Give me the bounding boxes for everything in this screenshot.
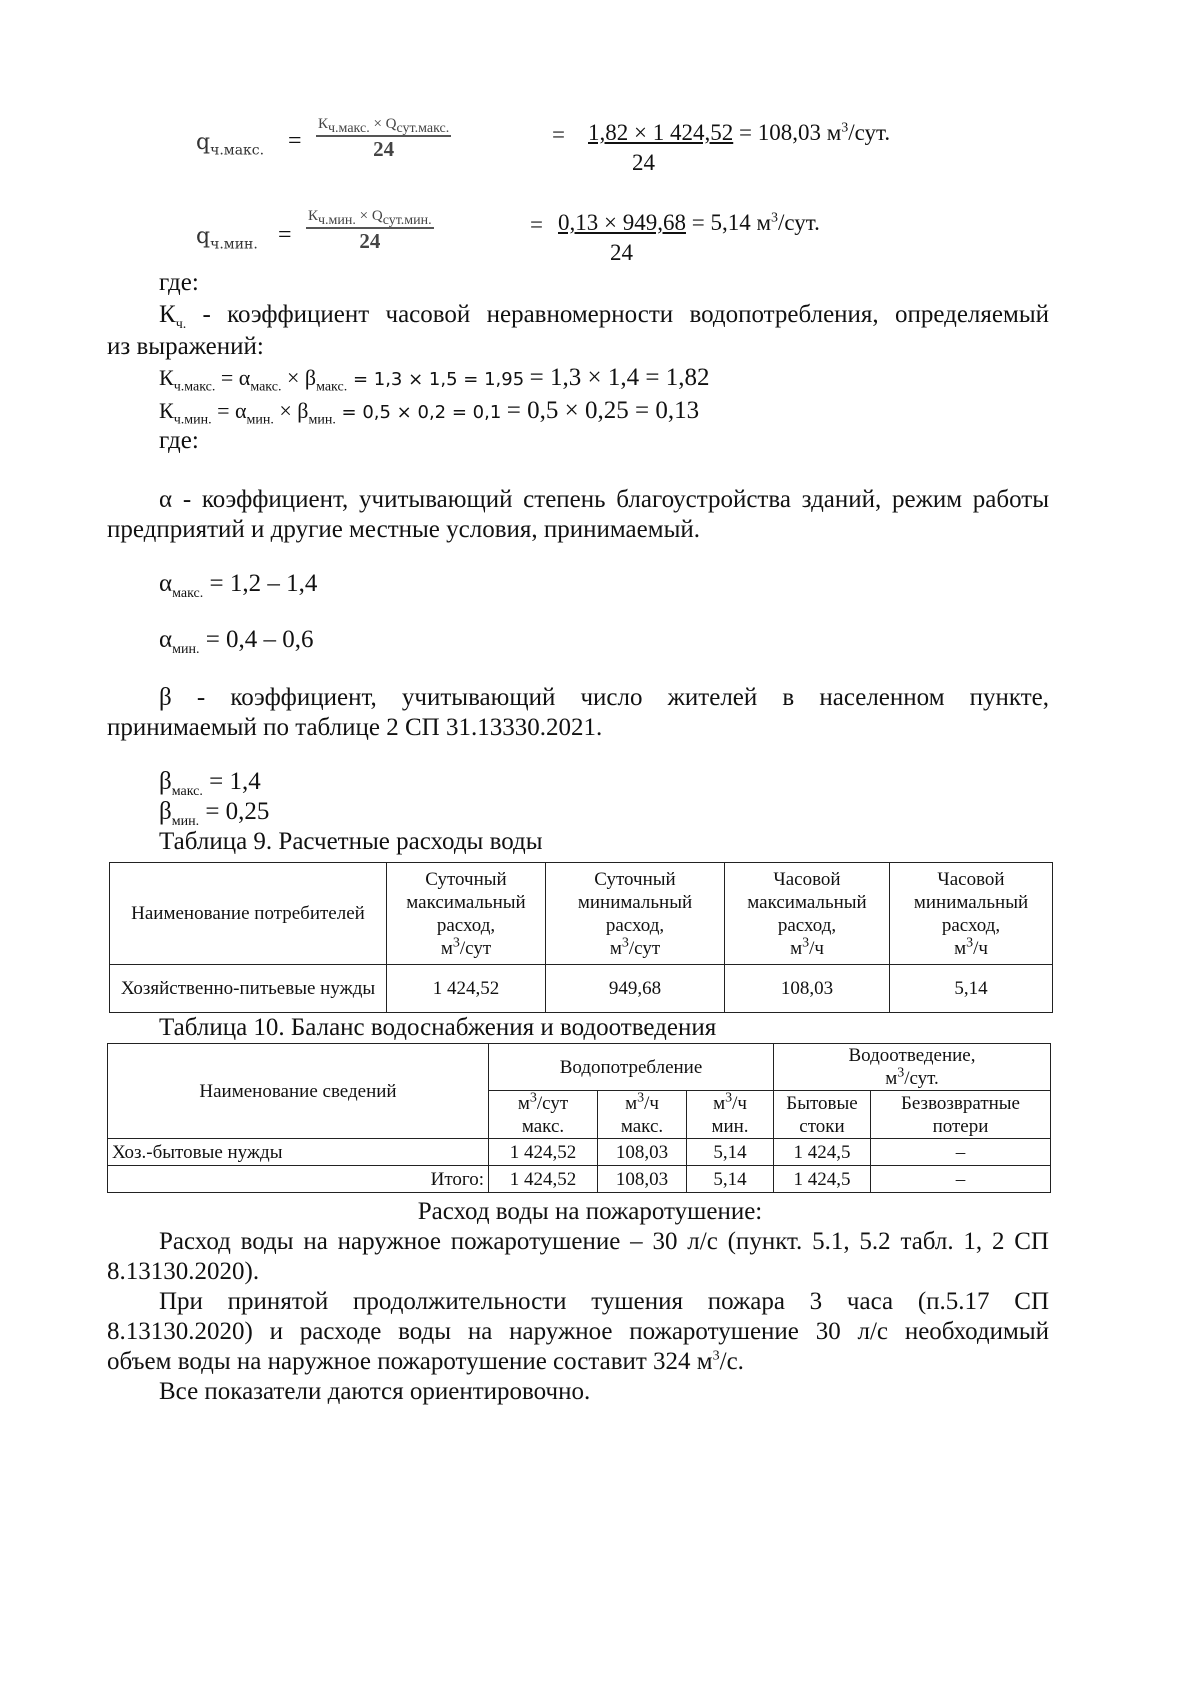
table10-sub-hourly-min: $м^3/ч$ мин. bbox=[687, 1091, 774, 1139]
table9-header-daily-max: Суточный максимальный расход, $м^3$/сут bbox=[387, 863, 546, 965]
table-cell: 108,03 bbox=[598, 1166, 687, 1193]
equals-sign: = bbox=[278, 222, 292, 248]
table10-sub-hourly-max: $м^3/ч$ макс. bbox=[598, 1091, 687, 1139]
table-cell: 108,03 bbox=[598, 1139, 687, 1166]
table10-sub-losses: Безвозвратные потери bbox=[871, 1091, 1051, 1139]
table-cell: Итого: bbox=[108, 1166, 489, 1193]
formula-q-min bbox=[196, 206, 956, 270]
table9-header-hourly-max: Часовой максимальный расход, $м^3/ч$ bbox=[725, 863, 890, 965]
k-max-expression: $К_{ч.макс.} = \alpha_{макс.} \times \beta_{макс.} = 1,3 \times 1,5 = 1,95 = 1,3 \times 1,4 = 1,82$ bbox=[159, 364, 710, 395]
formula-fraction: $К_{ч.мин.} \times Q_{сут.мин.}$ 24 bbox=[308, 208, 432, 253]
formula-q-max bbox=[196, 116, 956, 180]
table9-header-daily-min: Суточный минимальный расход, $м^3$/сут bbox=[546, 863, 725, 965]
table10-caption: Таблица 10. Баланс водоснабжения и водоотведения bbox=[159, 1014, 717, 1041]
table-cell: 949,68 bbox=[546, 965, 725, 1013]
fire-paragraph2-line1: При принятой продолжительности тушения пожара 3 часа (п.5.17 СП bbox=[159, 1288, 1049, 1315]
fire-paragraph2-line2: 8.13130.2020) и расходе воды на наружное пожаротушение 30 л/с необходимый bbox=[107, 1318, 1049, 1345]
formula-lhs: $q_{ч.макс.}$ bbox=[196, 130, 265, 159]
alpha-definition-line1: α - коэффициент, учитывающий степень благоустройства зданий, режим работы bbox=[159, 486, 1049, 513]
beta-definition-line1: β - коэффициент, учитывающий число жителей в населенном пункте, bbox=[159, 684, 1049, 711]
table9-header-name: Наименование потребителей bbox=[110, 863, 387, 965]
k-definition-line2: из выражений: bbox=[107, 333, 264, 360]
table10-sub-daily-max: $м^3$/сут макс. bbox=[489, 1091, 598, 1139]
where-label: где: bbox=[159, 427, 199, 454]
table-cell: 5,14 bbox=[890, 965, 1053, 1013]
table-cell: 1 424,52 bbox=[489, 1166, 598, 1193]
fire-paragraph2-line3: объем воды на наружное пожаротушение составит 324 $м^3/с$. bbox=[107, 1348, 744, 1375]
table-cell: – bbox=[871, 1166, 1051, 1193]
table-cell: 1 424,52 bbox=[387, 965, 546, 1013]
k-min-expression: $К_{ч.мин.} = \alpha_{мин.} \times \beta_{мин.} = 0,5 \times 0,2 = 0,1 = 0,5 \times 0,25 = 0,13$ bbox=[159, 397, 700, 428]
formula-lhs: $q_{ч.мин.}$ bbox=[196, 224, 258, 253]
table10-header-disposal: Водоотведение, $м^3$/сут. bbox=[774, 1044, 1051, 1091]
alpha-max: $\alpha_{макс.} = 1,2 - 1,4$ bbox=[159, 570, 318, 601]
table9 bbox=[109, 862, 1053, 1013]
fire-paragraph1-line2: 8.13130.2020). bbox=[107, 1258, 260, 1285]
formula-denominator: 24 bbox=[610, 240, 633, 265]
beta-definition-line2: принимаемый по таблице 2 СП 31.13330.2021. bbox=[107, 714, 603, 741]
beta-max: $\beta_{макс.} = 1,4$ bbox=[159, 768, 261, 799]
table10-header-name: Наименование сведений bbox=[108, 1044, 489, 1139]
table-row-total bbox=[108, 1166, 1051, 1193]
formula-denominator: 24 bbox=[632, 150, 655, 175]
fire-heading: Расход воды на пожаротушение: bbox=[417, 1198, 763, 1225]
where-label: где: bbox=[159, 269, 199, 296]
table9-header-hourly-min: Часовой минимальный расход, $м^3/ч$ bbox=[890, 863, 1053, 965]
table-row bbox=[110, 965, 1053, 1013]
table10-sub-domestic: Бытовые стоки bbox=[774, 1091, 871, 1139]
table10-header-consumption: Водопотребление bbox=[489, 1044, 774, 1091]
table-row bbox=[108, 1139, 1051, 1166]
formula-result: 0,13 × 949,68 = 5,14 $м^3$/сут. bbox=[558, 210, 820, 235]
table-cell: Хозяйственно-питьевые нужды bbox=[110, 965, 387, 1013]
beta-min: $\beta_{мин.} = 0,25$ bbox=[159, 798, 270, 829]
equals-sign: = bbox=[552, 122, 565, 147]
table-cell: 1 424,5 bbox=[774, 1166, 871, 1193]
fire-paragraph1-line1: Расход воды на наружное пожаротушение – 30 л/с (пункт. 5.1, 5.2 табл. 1, 2 СП bbox=[159, 1228, 1049, 1255]
table9-caption: Таблица 9. Расчетные расходы воды bbox=[159, 828, 543, 855]
table-cell: 1 424,52 bbox=[489, 1139, 598, 1166]
table-cell: 5,14 bbox=[687, 1166, 774, 1193]
table-cell: 1 424,5 bbox=[774, 1139, 871, 1166]
table-cell: 108,03 bbox=[725, 965, 890, 1013]
final-note: Все показатели даются ориентировочно. bbox=[159, 1378, 591, 1405]
table10 bbox=[107, 1043, 1051, 1193]
table-cell: Хоз.-бытовые нужды bbox=[108, 1139, 489, 1166]
equals-sign: = bbox=[530, 212, 543, 237]
table-cell: – bbox=[871, 1139, 1051, 1166]
formula-result: 1,82 × 1 424,52 = 108,03 $м^3$/сут. bbox=[588, 120, 891, 145]
table-cell: 5,14 bbox=[687, 1139, 774, 1166]
formula-fraction: $К_{ч.макс.} \times Q_{сут.макс.}$ 24 bbox=[318, 116, 450, 161]
alpha-min: $\alpha_{мин.} = 0,4 - 0,6$ bbox=[159, 626, 314, 657]
alpha-definition-line2: предприятий и другие местные условия, принимаемый. bbox=[107, 516, 700, 543]
k-definition-line1: $К_{ч.}$ - коэффициент часовой неравномерности водопотребления, определяемый bbox=[159, 301, 1049, 332]
equals-sign: = bbox=[288, 128, 302, 154]
